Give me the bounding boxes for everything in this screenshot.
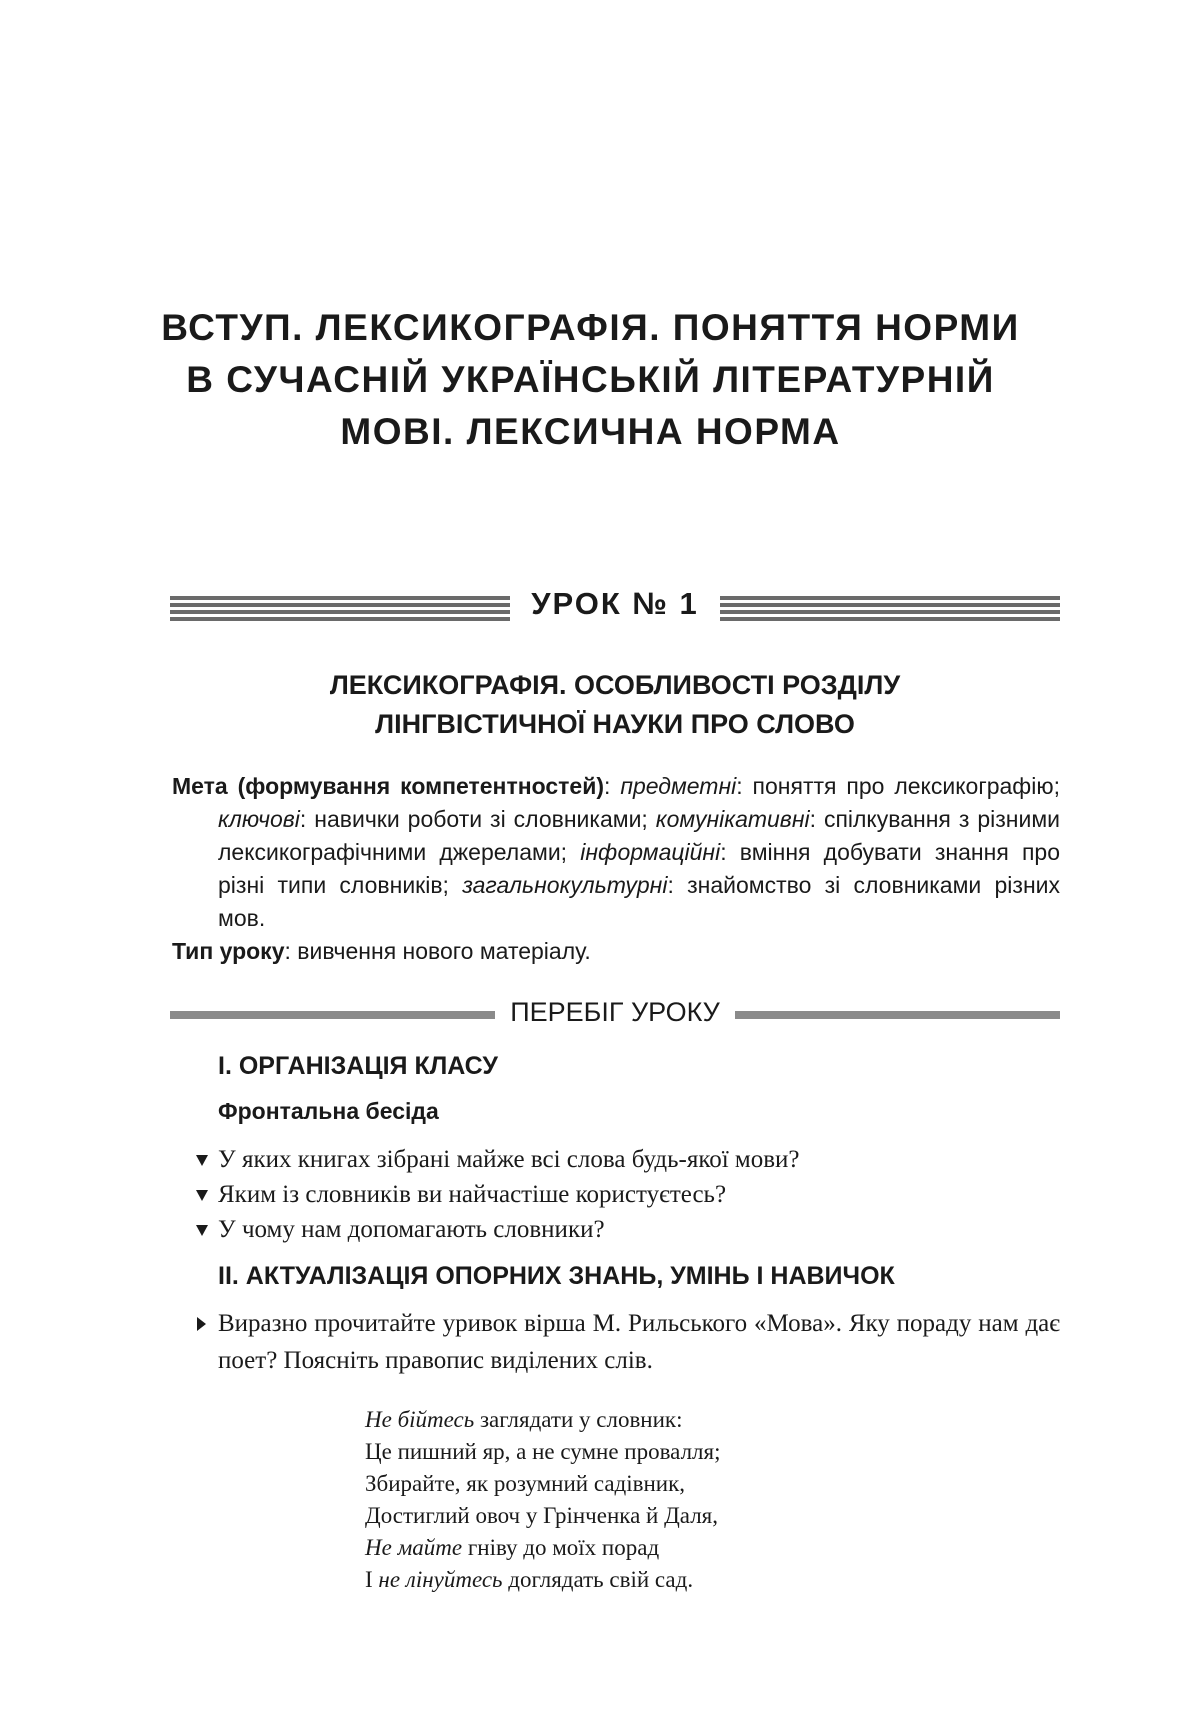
list-item (192, 1177, 1062, 1212)
poem (365, 1404, 965, 1596)
goal-subject-label: предметні (620, 773, 737, 799)
poem-line-5 (365, 1532, 965, 1564)
poem-line-1 (365, 1404, 965, 1436)
goal-culture-text: : знайомство зі словниками різних мов. (218, 872, 1061, 931)
poem-text: гніву до моїх порад (462, 1535, 660, 1560)
course-rule-left (170, 1011, 495, 1019)
lesson-type-value: : вивчення нового матеріалу. (284, 938, 591, 964)
list-item (192, 1212, 1062, 1247)
lesson-goal (172, 770, 1060, 968)
lesson-type-label: Тип уроку (172, 938, 285, 964)
goal-key-text: : навички роботи зі словниками; (299, 806, 656, 832)
poem-text: заглядати у словник: (474, 1407, 683, 1432)
chapter-title-line-3: МОВІ. ЛЕКСИЧНА НОРМА (340, 411, 841, 452)
triangle-down-bullet-icon (196, 1225, 208, 1236)
task-item (192, 1305, 1060, 1379)
chapter-title-line-1: ВСТУП. ЛЕКСИКОГРАФІЯ. ПОНЯТТЯ НОРМИ (161, 307, 1020, 348)
section-1-subheading: Фронтальна бесіда (218, 1098, 439, 1124)
section-1-heading: I. ОРГАНІЗАЦІЯ КЛАСУ (218, 1052, 498, 1080)
task (192, 1305, 1060, 1379)
goal-culture-label: загальнокультурні (462, 872, 668, 898)
lesson-title-line-2: ЛІНГВІСТИЧНОЇ НАУКИ ПРО СЛОВО (375, 709, 855, 739)
goal-subject-text: : поняття про лексикографію; (736, 773, 1060, 799)
goal-comm-text: : спілкування з різними лексикографічними джерелами; (218, 806, 1060, 865)
poem-emphasis: не лінуйтесь (378, 1567, 503, 1592)
section-2-heading: II. АКТУАЛІЗАЦІЯ ОПОРНИХ ЗНАНЬ, УМІНЬ І НАВИЧОК (218, 1262, 895, 1290)
triangle-down-bullet-icon (196, 1155, 208, 1166)
question-list (192, 1142, 1062, 1247)
goal-comm-label: комунікативні (655, 806, 810, 832)
poem-line-4: Достиглий овоч у Грінченка й Даля, (365, 1503, 718, 1528)
poem-text: І (365, 1567, 379, 1592)
poem-line-6 (365, 1564, 965, 1596)
chapter-title-line-2: В СУЧАСНІЙ УКРАЇНСЬКІЙ ЛІТЕРАТУРНІЙ (186, 359, 995, 400)
poem-emphasis: Не майте (365, 1535, 463, 1560)
poem-emphasis: Не бійтесь (365, 1407, 475, 1432)
decorative-rule-left (170, 596, 510, 622)
question-text: У чому нам допомагають словники? (218, 1216, 605, 1243)
lesson-banner (170, 578, 1060, 638)
goal-info-label: інформаційні (580, 839, 721, 865)
goal-paragraph: Мета (формування компетентностей): предметні: поняття про лексикографію; ключові: навички роботи зі словниками; комунікативні: спілкування з різними лексикографічними джерелами; інформаційні: вміння добувати знання про різні типи словників; загальнокультурні: знайомство зі словниками різних мов. (172, 773, 1061, 931)
lesson-title (170, 666, 1060, 744)
poem-line-3: Збирайте, як розумний садівник, (365, 1471, 686, 1496)
question-text: Яким із словників ви найчастіше користуєтесь? (218, 1181, 727, 1208)
course-label: ПЕРЕБІГ УРОКУ (510, 997, 720, 1027)
lesson-type (172, 935, 1060, 968)
course-rule-right (735, 1011, 1060, 1019)
decorative-rule-right (720, 596, 1060, 622)
question-text: У яких книгах зібрані майже всі слова будь-якої мови? (218, 1146, 800, 1173)
chapter-title (150, 302, 1031, 458)
poem-text: доглядать свій сад. (502, 1567, 694, 1592)
triangle-right-bullet-icon (197, 1317, 206, 1331)
goal-info-text: : вміння добувати знання про різні типи словників; (218, 839, 1060, 898)
list-item (192, 1142, 1062, 1177)
triangle-down-bullet-icon (196, 1190, 208, 1201)
lesson-number: УРОК № 1 (531, 586, 699, 621)
goal-label: Мета (формування компетентностей) (172, 773, 604, 799)
lesson-title-line-1: ЛЕКСИКОГРАФІЯ. ОСОБЛИВОСТІ РОЗДІЛУ (329, 670, 901, 700)
course-banner (170, 995, 1060, 1035)
task-text: Виразно прочитайте уривок вірша М. Рильського «Мова». Яку пораду нам дає поет? Поясніть правопис виділених слів. (218, 1310, 1060, 1374)
goal-key-label: ключові (218, 806, 300, 832)
poem-line-2: Це пишний яр, а не сумне провалля; (365, 1439, 721, 1464)
